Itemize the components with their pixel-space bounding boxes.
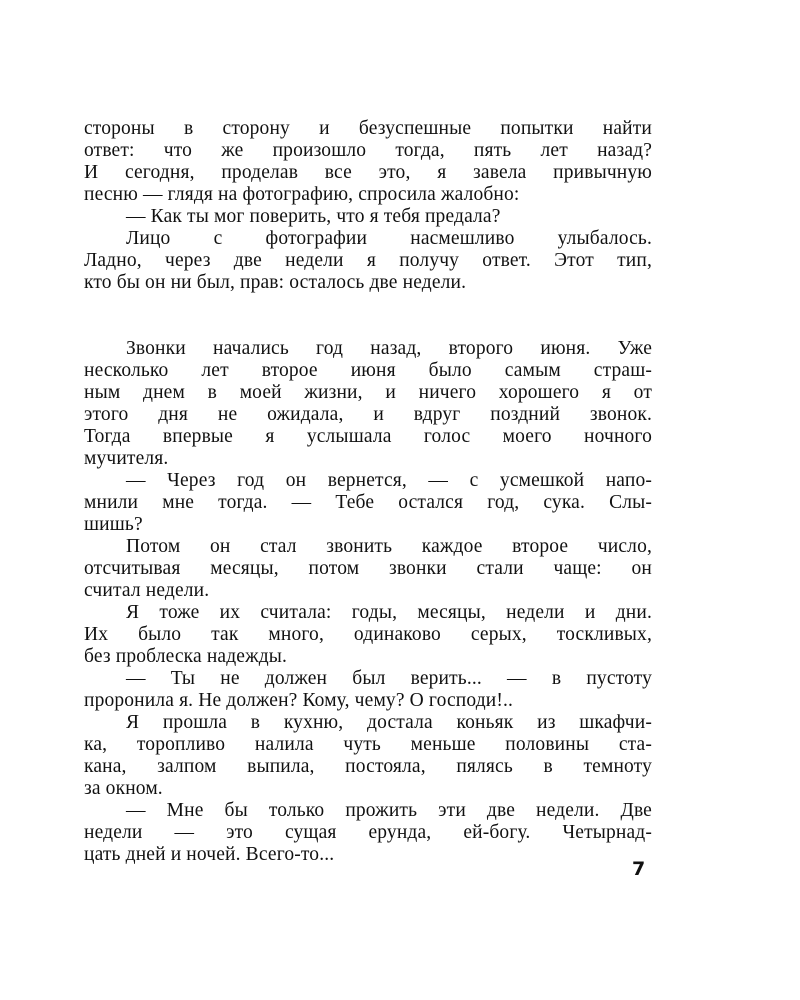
- text-line: Ладно, через две недели я получу ответ. Этот тип,: [84, 250, 652, 271]
- text-line: несколько лет второе июня было самым страш-: [84, 360, 652, 381]
- text-line: кто бы он ни был, прав: осталось две недели.: [84, 272, 467, 293]
- text-line: — Ты не должен был верить... — в пустоту: [126, 668, 652, 689]
- text-line: стороны в сторону и безуспешные попытки найти: [84, 118, 652, 139]
- paragraph-question: [84, 206, 652, 228]
- page-body: [84, 118, 652, 866]
- text-line: ответ: что же произошло тогда, пять лет назад?: [84, 140, 652, 161]
- text-line: Я прошла в кухню, достала коньяк из шкафчи-: [126, 712, 652, 733]
- text-line: шишь?: [84, 514, 143, 535]
- text-line: за окном.: [84, 778, 163, 799]
- text-line: — Мне бы только прожить эти две недели. Две: [126, 800, 652, 821]
- page-number: 7: [632, 858, 646, 880]
- text-line: ка, торопливо налила чуть меньше половины ста-: [84, 734, 652, 755]
- text-line: песню — глядя на фотографию, спросила жалобно:: [84, 184, 520, 205]
- paragraph-calls-began: [84, 338, 652, 470]
- text-line: кана, залпом выпила, постояла, пялясь в темноту: [84, 756, 652, 777]
- paragraph-closing: [84, 118, 652, 206]
- text-line: И сегодня, проделав все это, я завела привычную: [84, 162, 652, 183]
- paragraph-counting-months: [84, 536, 652, 602]
- text-line: цать дней и ночей. Всего-то...: [84, 844, 335, 865]
- text-line: отсчитывая месяцы, потом звонки стали чаще: он: [84, 558, 652, 579]
- text-line: — Как ты мог поверить, что я тебя предала?: [126, 206, 501, 227]
- text-line: — Через год он вернется, — с усмешкой напо-: [126, 470, 652, 491]
- text-line: мучителя.: [84, 448, 169, 469]
- text-line: этого дня не ожидала, и вдруг поздний звонок.: [84, 404, 652, 425]
- text-line: Тогда впервые я услышала голос моего ночного: [84, 426, 652, 447]
- text-line: Я тоже их считала: годы, месяцы, недели и дни.: [126, 602, 652, 623]
- text-line: ным днем в моей жизни, и ничего хорошего я от: [84, 382, 652, 403]
- section-break: [84, 294, 652, 338]
- text-line: проронила я. Не должен? Кому, чему? О господи!..: [84, 690, 514, 711]
- text-line: считал недели.: [84, 580, 210, 601]
- text-line: Лицо с фотографии насмешливо улыбалось.: [126, 228, 652, 249]
- paragraph-i-counted-too: [84, 602, 652, 668]
- text-line: без проблеска надежды.: [84, 646, 288, 667]
- text-line: Их было так много, одинаково серых, тоскливых,: [84, 624, 652, 645]
- paragraph-two-weeks: [84, 800, 652, 866]
- paragraph-one-year: [84, 470, 652, 536]
- text-line: недели — это сущая ерунда, ей-богу. Четырнад-: [84, 822, 652, 843]
- text-line: Потом он стал звонить каждое второе число,: [126, 536, 652, 557]
- text-line: мнили мне тогда. — Тебе остался год, сука. Слы-: [84, 492, 652, 513]
- text-line: Звонки начались год назад, второго июня. Уже: [126, 338, 652, 359]
- paragraph-photo: [84, 228, 652, 294]
- paragraph-should-not-believe: [84, 668, 652, 712]
- paragraph-kitchen: [84, 712, 652, 800]
